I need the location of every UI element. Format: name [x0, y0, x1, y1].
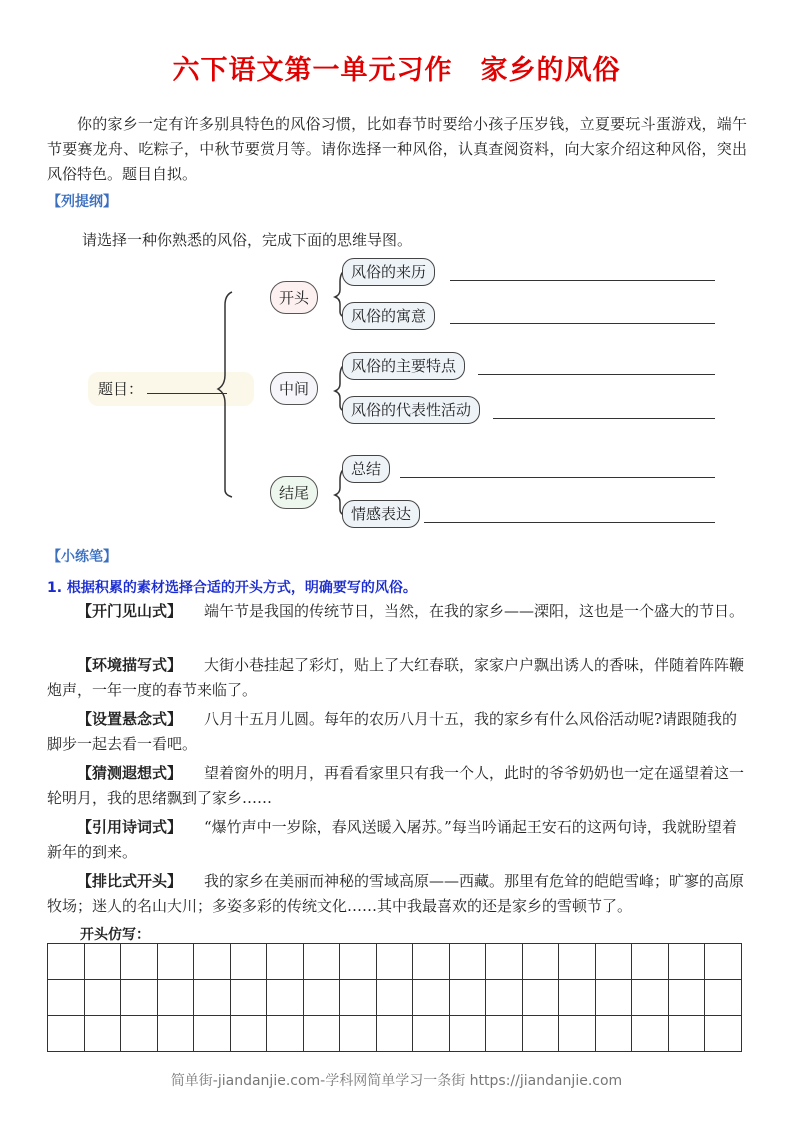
- grid-cell[interactable]: [376, 980, 413, 1016]
- grid-cell[interactable]: [668, 980, 705, 1016]
- example-label: 【引用诗词式】: [77, 818, 183, 836]
- grid-cell[interactable]: [121, 1016, 158, 1052]
- grid-cell[interactable]: [121, 980, 158, 1016]
- grid-cell[interactable]: [340, 944, 377, 980]
- grid-cell[interactable]: [486, 980, 523, 1016]
- example-label: 【开门见山式】: [77, 602, 183, 620]
- example-paragraph: [47, 653, 747, 703]
- footer-watermark: 简单街-jiandanjie.com-学科网简单学习一条街 https://jiandanjie.com: [170, 1073, 623, 1089]
- grid-cell[interactable]: [157, 1016, 194, 1052]
- answer-line[interactable]: [450, 323, 715, 324]
- outline-item: 情感表达: [342, 500, 420, 528]
- example-paragraph: [47, 761, 747, 811]
- grid-cell[interactable]: [194, 944, 231, 980]
- grid-cell[interactable]: [376, 1016, 413, 1052]
- grid-cell[interactable]: [121, 944, 158, 980]
- grid-cell[interactable]: [668, 944, 705, 980]
- answer-line[interactable]: [478, 374, 715, 375]
- outline-group-middle: 中间: [270, 372, 318, 405]
- outline-item: 总结: [342, 455, 390, 483]
- grid-cell[interactable]: [413, 1016, 450, 1052]
- answer-line[interactable]: [400, 477, 715, 478]
- example-text: 八月十五月儿圆。每年的农历八月十五，我的家乡有什么风俗活动呢?请跟随我的脚步一起去看一看吧。: [47, 710, 738, 753]
- grid-cell[interactable]: [595, 980, 632, 1016]
- example-text: 望着窗外的明月，再看看家里只有我一个人，此时的爷爷奶奶也一定在遥望着这一轮明月，我的思绪飘到了家乡……: [47, 764, 745, 807]
- topic-label: 题目：: [98, 380, 144, 398]
- grid-cell[interactable]: [413, 944, 450, 980]
- grid-cell[interactable]: [486, 1016, 523, 1052]
- grid-cell[interactable]: [705, 944, 742, 980]
- outline-heading: 【列提纲】: [47, 194, 117, 210]
- example-label: 【设置悬念式】: [77, 710, 183, 728]
- grid-cell[interactable]: [632, 944, 669, 980]
- grid-cell[interactable]: [595, 1016, 632, 1052]
- grid-cell[interactable]: [84, 980, 121, 1016]
- grid-cell[interactable]: [595, 944, 632, 980]
- page-title: 六下语文第一单元习作 家乡的风俗: [172, 55, 621, 86]
- practice-heading: 【小练笔】: [47, 549, 117, 565]
- answer-line[interactable]: [450, 280, 715, 281]
- grid-cell[interactable]: [632, 980, 669, 1016]
- grid-cell[interactable]: [230, 980, 267, 1016]
- outline-instruction: 请选择一种你熟悉的风俗，完成下面的思维导图。: [82, 231, 413, 249]
- grid-cell[interactable]: [705, 1016, 742, 1052]
- writing-grid[interactable]: [47, 943, 742, 1052]
- grid-cell[interactable]: [340, 980, 377, 1016]
- grid-cell[interactable]: [267, 1016, 304, 1052]
- grid-cell[interactable]: [157, 980, 194, 1016]
- grid-cell[interactable]: [522, 944, 559, 980]
- example-label: 【环境描写式】: [77, 656, 183, 674]
- grid-cell[interactable]: [230, 944, 267, 980]
- grid-row: [48, 980, 742, 1016]
- grid-cell[interactable]: [449, 944, 486, 980]
- outline-group-opening: 开头: [270, 281, 318, 314]
- grid-cell[interactable]: [267, 944, 304, 980]
- grid-cell[interactable]: [230, 1016, 267, 1052]
- outline-item: 风俗的主要特点: [342, 352, 465, 380]
- grid-cell[interactable]: [486, 944, 523, 980]
- grid-cell[interactable]: [48, 980, 85, 1016]
- outline-group-ending: 结尾: [270, 476, 318, 509]
- outline-item: 风俗的代表性活动: [342, 396, 480, 424]
- grid-cell[interactable]: [84, 944, 121, 980]
- grid-cell[interactable]: [303, 944, 340, 980]
- grid-cell[interactable]: [340, 1016, 377, 1052]
- grid-row: [48, 944, 742, 980]
- topic-box: [88, 372, 254, 406]
- example-text: 我的家乡在美丽而神秘的雪域高原——西藏。那里有危耸的皑皑雪峰；旷寥的高原牧场；迷人的名山大川；多姿多彩的传统文化……其中我最喜欢的还是家乡的雪顿节了。: [47, 872, 745, 915]
- example-text: “爆竹声中一岁除，春风送暖入屠苏。”每当吟诵起王安石的这两句诗，我就盼望着新年的到来。: [47, 818, 737, 861]
- grid-cell[interactable]: [303, 1016, 340, 1052]
- outline-item: 风俗的寓意: [342, 302, 435, 330]
- practice-question: 1. 根据积累的素材选择合适的开头方式，明确要写的风俗。: [47, 580, 417, 596]
- grid-cell[interactable]: [522, 980, 559, 1016]
- grid-cell[interactable]: [559, 980, 596, 1016]
- example-label: 【排比式开头】: [77, 872, 183, 890]
- example-text: 端午节是我国的传统节日，当然，在我的家乡——溧阳，这也是一个盛大的节日。: [204, 602, 745, 620]
- example-text: 大街小巷挂起了彩灯，贴上了大红春联，家家户户飘出诱人的香味，伴随着阵阵鞭炮声，一年一度的春节来临了。: [47, 656, 745, 699]
- example-label: 【猜测遐想式】: [77, 764, 183, 782]
- grid-cell[interactable]: [48, 944, 85, 980]
- grid-cell[interactable]: [449, 1016, 486, 1052]
- intro-paragraph: 你的家乡一定有许多别具特色的风俗习惯，比如春节时要给小孩子压岁钱，立夏要玩斗蛋游戏，端午节要赛龙舟、吃粽子，中秋节要赏月等。请你选择一种风俗，认真查阅资料，向大家介绍这种风俗，突出风俗特色。题目自拟。: [47, 115, 747, 183]
- grid-cell[interactable]: [48, 1016, 85, 1052]
- answer-line[interactable]: [424, 522, 715, 523]
- imitate-label: 开头仿写：: [80, 927, 150, 943]
- grid-cell[interactable]: [84, 1016, 121, 1052]
- grid-cell[interactable]: [267, 980, 304, 1016]
- answer-line[interactable]: [493, 418, 715, 419]
- grid-cell[interactable]: [668, 1016, 705, 1052]
- grid-cell[interactable]: [303, 980, 340, 1016]
- grid-cell[interactable]: [559, 1016, 596, 1052]
- grid-cell[interactable]: [705, 980, 742, 1016]
- grid-cell[interactable]: [413, 980, 450, 1016]
- grid-cell[interactable]: [559, 944, 596, 980]
- grid-cell[interactable]: [194, 1016, 231, 1052]
- grid-cell[interactable]: [449, 980, 486, 1016]
- example-paragraph: [47, 869, 747, 919]
- example-paragraph: [47, 599, 747, 624]
- grid-row: [48, 1016, 742, 1052]
- grid-cell[interactable]: [157, 944, 194, 980]
- grid-cell[interactable]: [632, 1016, 669, 1052]
- grid-cell[interactable]: [194, 980, 231, 1016]
- topic-blank[interactable]: [147, 383, 227, 394]
- outline-item: 风俗的来历: [342, 258, 435, 286]
- grid-cell[interactable]: [376, 944, 413, 980]
- example-paragraph: [47, 707, 747, 757]
- grid-cell[interactable]: [522, 1016, 559, 1052]
- example-paragraph: [47, 815, 747, 865]
